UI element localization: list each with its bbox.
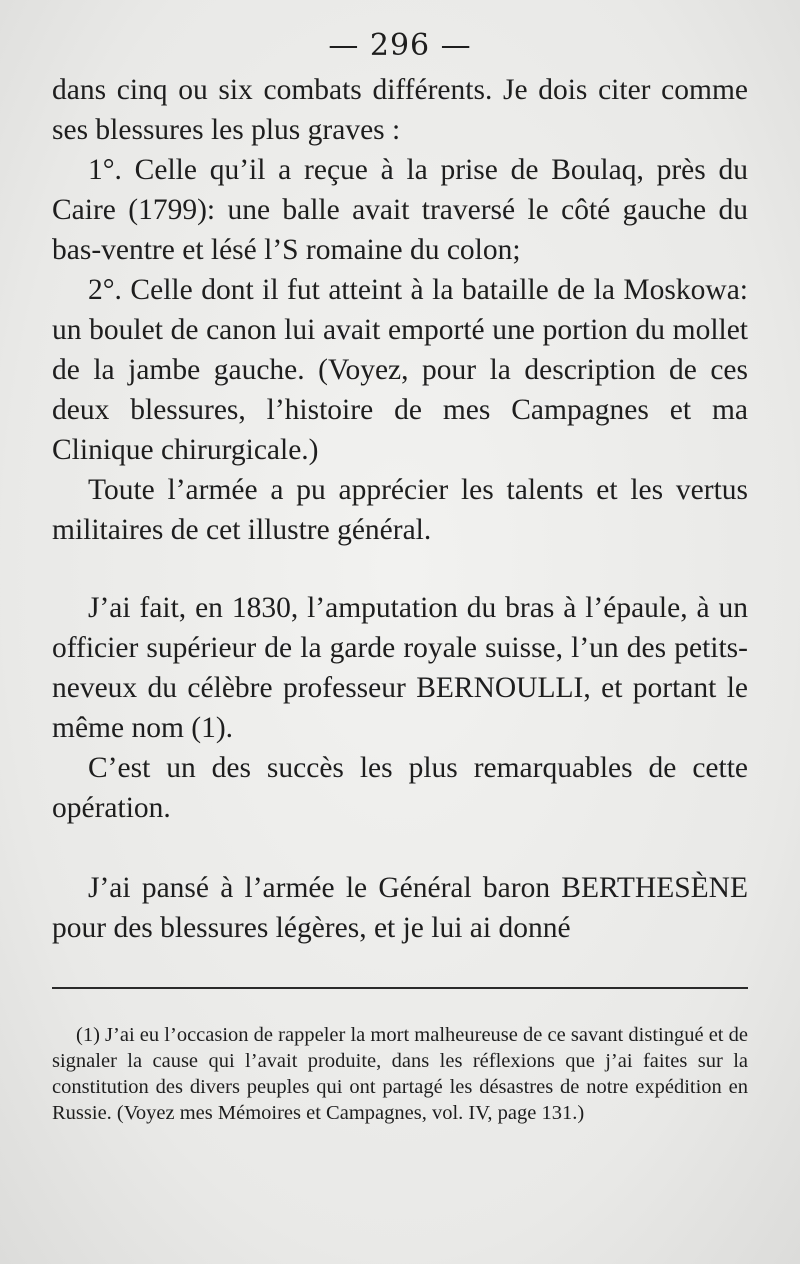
paragraph-success: C’est un des succès les plus remarquables de cette opération. [52, 752, 748, 824]
paragraph-berthesene: J’ai pansé à l’armée le Général baron BERTHESÈNE pour des blessures légères, et je lui ai donné [52, 872, 748, 944]
footnote-text: (1) J’ai eu l’occasion de rappeler la mort malheureuse de ce savant distingué et de signaler la cause qui l’avait produite, dans les réflexions que j’ai faites sur la constitution des divers peuples qui ont partagé les désastres de notre expédition en Russie. (Voyez mes Mémoires et Campagnes, vol. IV, page 131.) [52, 1024, 748, 1124]
paragraph-wound-1: 1°. Celle qu’il a reçue à la prise de Boulaq, près du Caire (1799): une balle avait traversé le côté gauche du bas-ventre et lésé l’S romaine du colon; [52, 154, 748, 266]
section-gap [52, 828, 748, 868]
paragraph-amputation: J’ai fait, en 1830, l’amputation du bras à l’épaule, à un officier supérieur de la garde royale suisse, l’un des petits-neveux du célèbre professeur BERNOULLI, et portant le même nom (1). [52, 592, 748, 744]
main-text [52, 70, 748, 948]
paragraph-wound-2: 2°. Celle dont il fut atteint à la bataille de la Moskowa: un boulet de canon lui avait emporté une portion du mollet de la jambe gauche. (Voyez, pour la description de ces deux blessures, l’histoire de mes Campagnes et ma Clinique chirurgicale.) [52, 274, 748, 466]
page-number: — 296 — [328, 28, 472, 63]
footnote-rule [52, 987, 748, 989]
section-gap [52, 550, 748, 588]
footnote [52, 1022, 748, 1126]
paragraph-army: Toute l’armée a pu apprécier les talents et les vertus militaires de cet illustre général. [52, 474, 748, 546]
paragraph-continuation: dans cinq ou six combats différents. Je dois citer comme ses blessures les plus graves : [52, 74, 748, 146]
